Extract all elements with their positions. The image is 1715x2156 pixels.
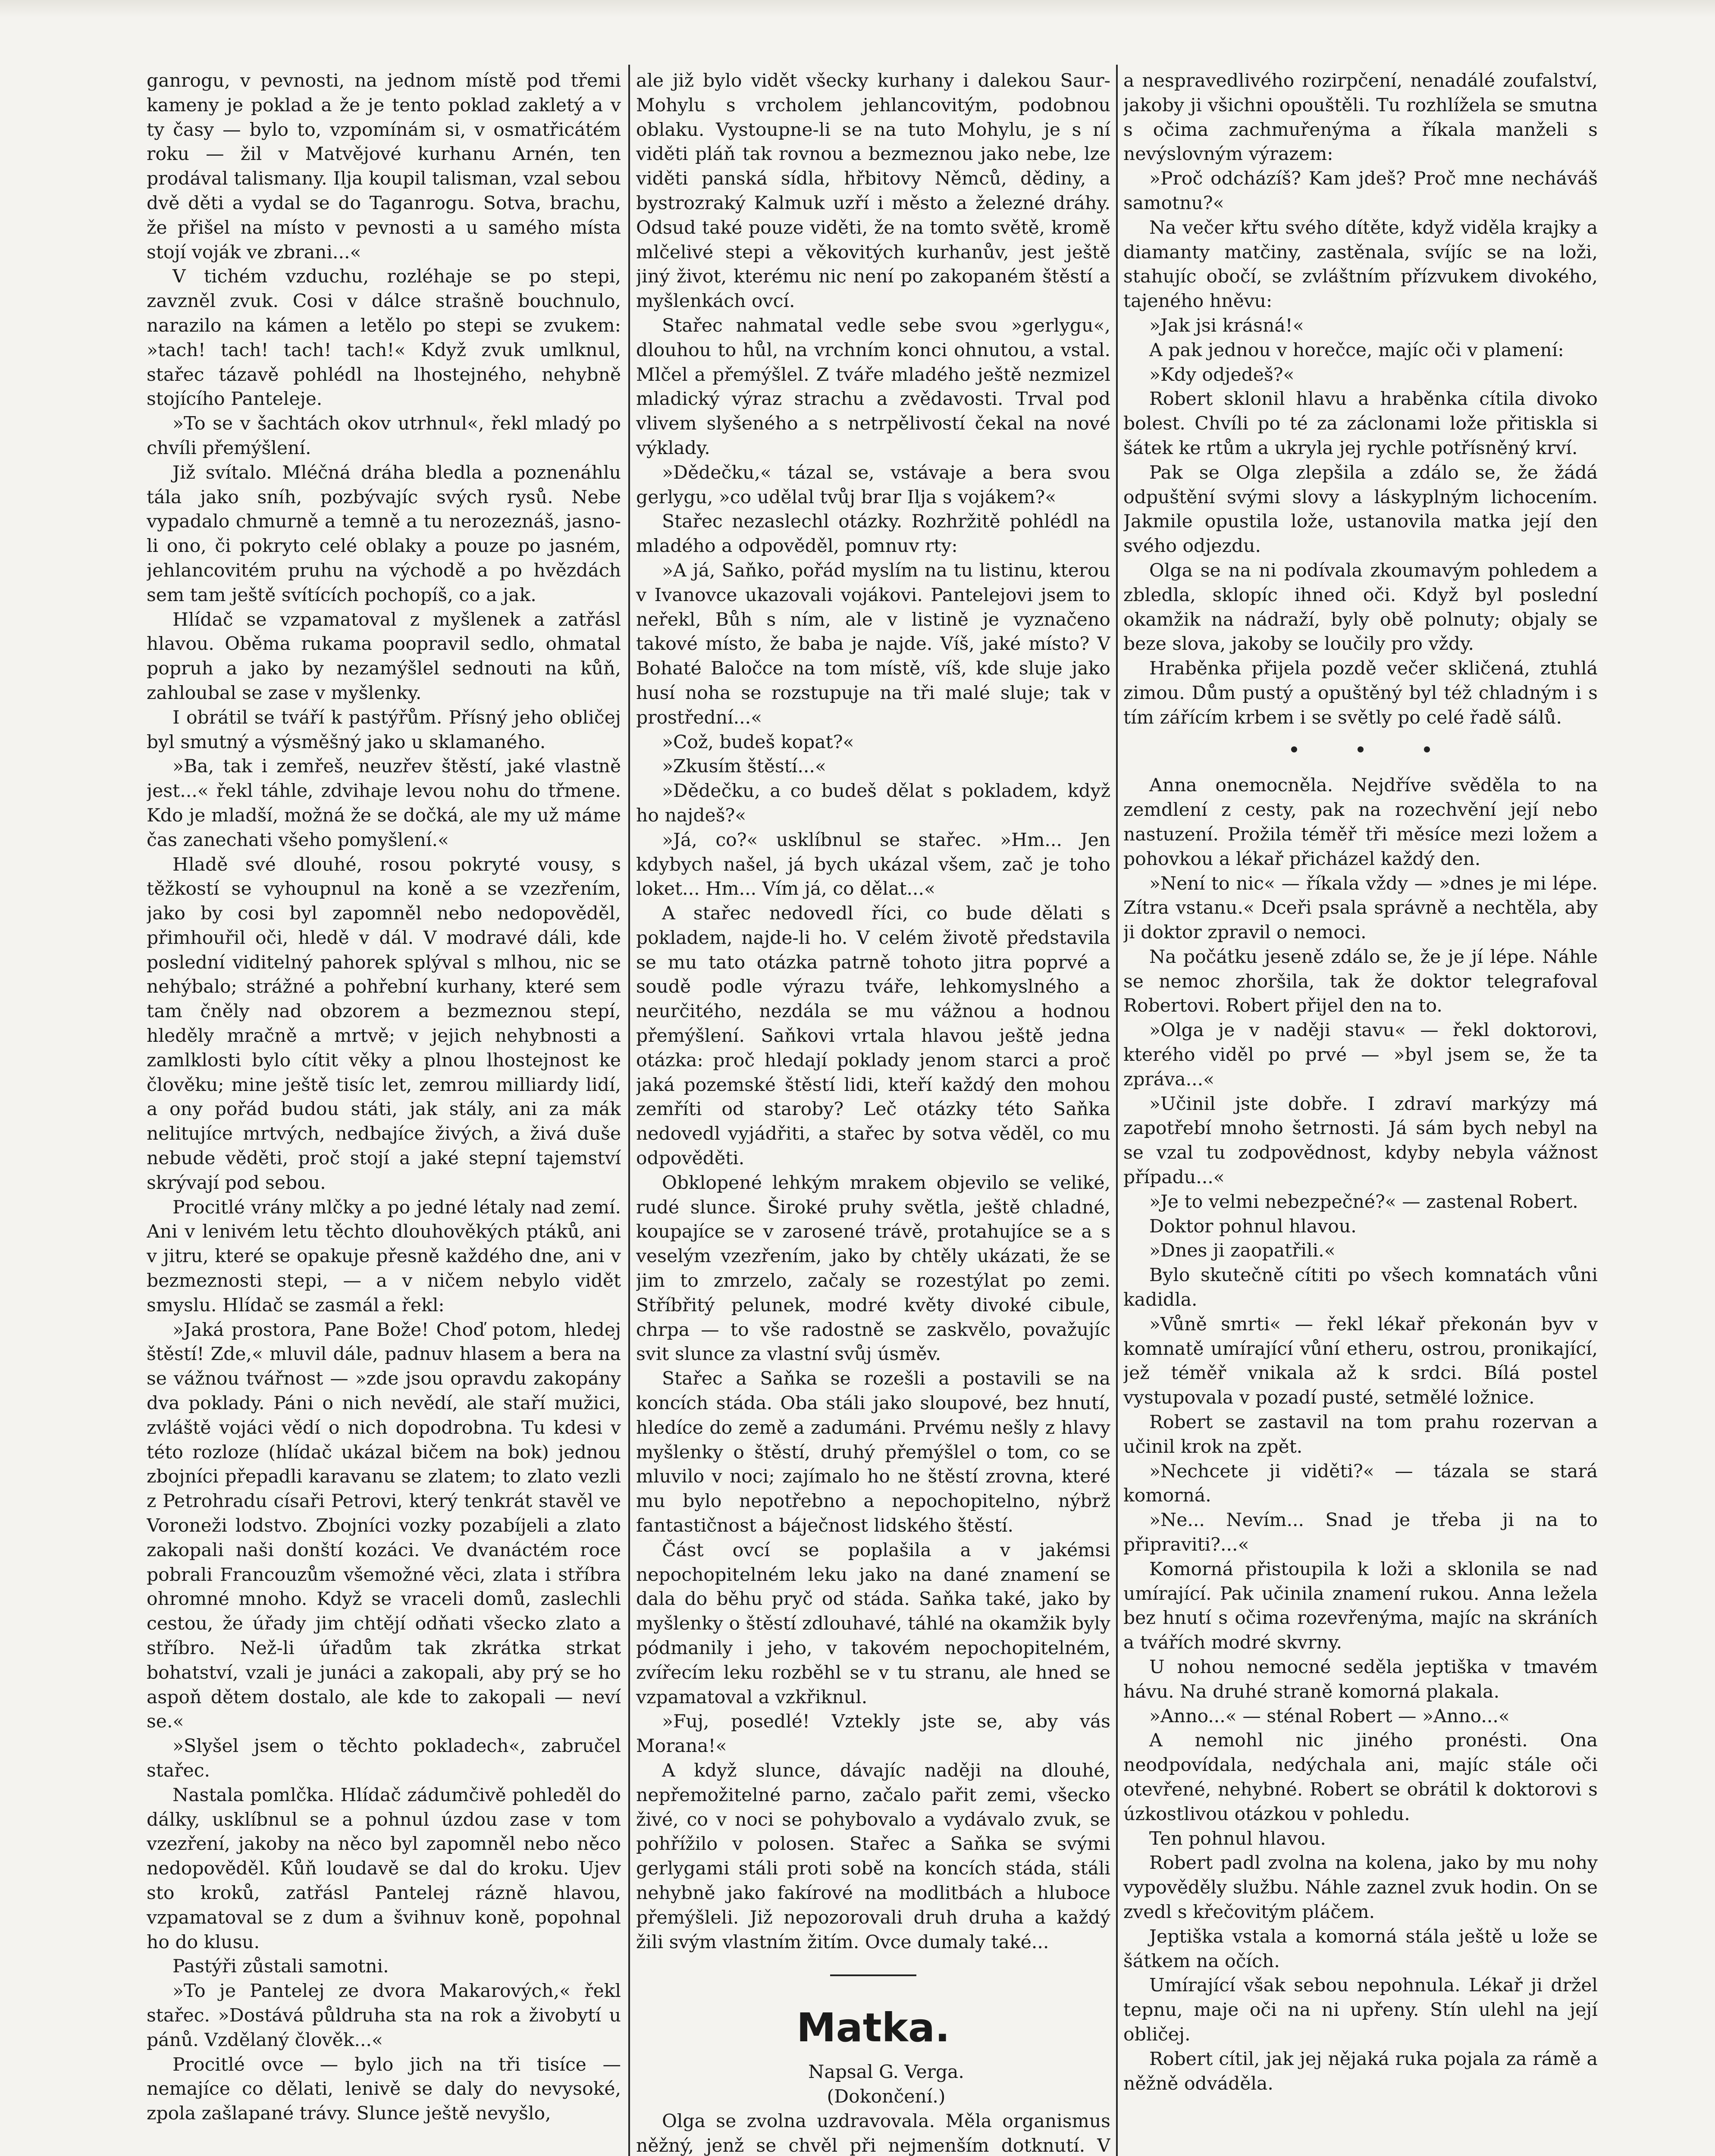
paragraph: Komorná přistoupila k loži a sklonila se nad umírající. Pak učinila znamení rukou. Anna ležela bez hnutí s očima rozevřenýma, majíc na skráních a tvářích modré skvrny. — [1123, 1558, 1598, 1654]
paragraph: Jeptiška vstala a komorná stála ještě u lože se šátkem na očích. — [1123, 1926, 1598, 1972]
paragraph: »Jaká prostora, Pane Bože! Choď potom, hledej štěstí! Zde,« mluvil dále, padnuv hlasem a bera na se vážnou tvářnost — »zde jsou opravdu zakopány dva poklady. Páni o nich nevědí, ale staří mužici, zvláště vojáci vědí o nich dopodrobna. Tu kdesi v této rozloze (hlídač ukázal bičem na bok) jednou zbojníci přepadli karavanu se zlatem; to zlato vezli z Petrohradu císaři Petrovi, který tenkrát stavěl ve Voroneži lodstvo. Zbojníci vozky pozabíjeli a zlato zakopali naši donští kozáci. Ve dvanáctém roce pobrali Francouzům všemožné věci, zlata i stříbra ohromné mnoho. Když se vraceli domů, zaslechli cestou, že úřady jim chtějí odňati všecko zlato a stříbro. Než-li úřadům tak zkrátka strkat bohatství, vzali je junáci a zakopali, aby prý se ho aspoň dětem dostalo, ale kde to zakopali — neví se.« — [147, 1319, 621, 1733]
paragraph: Robert sklonil hlavu a hraběnka cítila divoko bolest. Chvíli po té za záclonami lože přitiskla si šátek ke rtům a ukryla jej rychle potřísněný krví. — [1123, 389, 1598, 459]
paragraph: »Učinil jste dobře. I zdraví markýzy má zapotřebí mnoho šetrnosti. Já sám bych nebyl na se vzal tu zodpovědnost, kdyby nebyla vážnost případu...« — [1123, 1093, 1598, 1188]
paragraph: »Olga je v naději stavu« — řekl doktorovi, kterého viděl po prvé — »byl jsem se, že ta zpráva...« — [1123, 1020, 1598, 1090]
paragraph: Část ovcí se poplašila a v jakémsi nepochopitelném leku jako na dané znamení se dala do běhu pryč od stáda. Saňka také, jako by myšlenky o štěstí zdlouhavé, táhlé na okamžik byly pódmanily i jeho, v takovém nepochopitelném, zvířecím leku rozběhl se v tu stranu, ale hned se vzpamatoval a vzkřiknul. — [636, 1539, 1110, 1708]
paragraph: Robert se zastavil na tom prahu rozervan a učinil krok na zpět. — [1123, 1412, 1598, 1457]
paragraph: »Což, budeš kopat?« — [662, 731, 854, 753]
column-3 — [1123, 69, 1598, 2156]
paragraph: Procitlé ovce — bylo jich na tři tisíce — nemajíce co dělati, lenivě se daly do nevysoké, zpola zašlapané trávy. Slunce ještě nevyšlo, — [147, 2054, 621, 2125]
column-rule — [628, 65, 630, 2156]
paragraph: »Slyšel jsem o těchto pokladech«, zabručel stařec. — [147, 1736, 621, 1781]
column-1 — [147, 69, 621, 2156]
paragraph: »Jak jsi krásná!« — [1149, 315, 1304, 336]
paragraph: »Anno...« — sténal Robert — »Anno...« — [1149, 1705, 1510, 1727]
paragraph: A nemohl nic jiného pronésti. Ona neodpovídala, nedýchala ani, majíc stále oči otevřené, nehybné. Robert se obrátil k doktorovi s úzkostlivou otázkou v pohledu. — [1123, 1730, 1598, 1825]
paragraph: Robert padl zvolna na kolena, jako by mu nohy vypověděly službu. Náhle zaznel zvuk hodin. On se zvedl s křečovitým pláčem. — [1123, 1852, 1598, 1923]
paragraph: Pak se Olga zlepšila a zdálo se, že žádá odpuštění svými slovy a láskyplným lichocením. Jakmile opustila lože, ustanovila matka její den svého odjezdu. — [1123, 462, 1598, 557]
paragraph: Obklopené lehkým mrakem objevilo se veliké, rudé slunce. Široké pruhy světla, ještě chladné, koupajíce se v zarosené trávě, protahujíce se a s veselým vzezřením, jako by chtěly ukázati, že se jim to zmrzelo, začaly se rozestýlat po zemi. Stříbřitý pelunek, modré květy divoké cibule, chrpa — to vše radostně se zaskvělo, považujíc svit slunce za vlastní svůj úsměv. — [636, 1172, 1110, 1365]
paragraph: »Kdy odjedeš?« — [1149, 364, 1295, 385]
paragraph: V tichém vzduchu, rozléhaje se po stepi, zavzněl zvuk. Cosi v dálce strašně bouchnulo, narazilo na kámen a letělo po stepi se zvukem: »tach! tach! tach! tach!« Když zvuk umlknul, stařec tázavě pohlédl na lhostejného, nehybně stojícího Panteleje. — [147, 266, 621, 410]
column-rule — [1116, 65, 1118, 2156]
paragraph: ganrogu, v pevnosti, na jednom místě pod třemi kameny je poklad a že je tento poklad zakletý a v ty časy — bylo to, vzpomínám si, v osmatřicátém roku — žil v Matvějové kurhanu Arnén, ten prodával talismany. Ilja koupil talisman, vzal sebou dvě děti a vydal se do Taganrogu. Sotva, brachu, že přišel na místo v pevnosti a u samého místa stojí voják ve zbrani...« — [147, 70, 621, 263]
paragraph: Ten pohnul hlavou. — [1149, 1828, 1326, 1849]
section-separator — [636, 1962, 1110, 1987]
paragraph: Stařec a Saňka se rozešli a postavili se na koncích stáda. Oba stáli jako sloupové, bez hnutí, hledíce do země a zadumáni. Prvému nešly z hlavy myšlenky o štěstí, druhý přemýšlel o tom, co se mluvilo v noci; zajímalo ho ne štěstí zrovna, které mu bylo nepotřebno a nepochopitelno, nýbrž fantastičnost a báječnost lidského štěstí. — [636, 1368, 1110, 1537]
paragraph: »Fuj, posedlé! Vztekly jste se, aby vás Morana!« — [636, 1711, 1110, 1757]
story-byline: Napsal G. Verga. — [808, 2062, 964, 2083]
paragraph: »Proč odcházíš? Kam jdeš? Proč mne necháváš samotnu?« — [1123, 168, 1598, 214]
paragraph: Již svítalo. Mléčná dráha bledla a poznenáhlu tála jako sníh, pozbývajíc svých rysů. Nebe vypadalo chmurně a temně a tu nerozeznáš, jasno-li ono, či pokryto celé oblaky a pouze po jasném, jehlancovitém pruhu na východě a po hvězdách sem tam ještě svítících pochopíš, co a jak. — [147, 462, 621, 606]
paragraph: »A já, Saňko, pořád myslím na tu listinu, kterou v Ivanovce ukazovali vojákovi. Pantelejovi jsem to neřekl, Bůh s ním, ale v listině je vyznačeno takové místo, že baba je najde. Víš, jaké místo? V Bohaté Baločce na tom místě, víš, kde sluje jako husí noha se rozstupuje na tři malé sluje; tak v prostřední...« — [636, 560, 1110, 728]
paragraph: Olga se na ni podívala zkoumavým pohledem a zbledla, sklopíc ihned oči. Když byl poslední okamžik na nádraží, byly obě polnuty; objaly se beze slova, jakoby se loučily pro vždy. — [1123, 560, 1598, 655]
paragraph: U nohou nemocné seděla jeptiška v tmavém hávu. Na druhé straně komorná plakala. — [1123, 1657, 1598, 1702]
paragraph: Nastala pomlčka. Hlídač zádumčivě pohleděl do dálky, usklíbnul se a pohnul úzdou zase v tom vzezření, jakoby na něco byl zapomněl nebo něco nedopověděl. Kůň loudavě se dal do kroku. Ujev sto kroků, zatřásl Pantelej rázně hlavou, vzpamatoval se z dum a švihnuv koně, popohnal ho do klusu. — [147, 1784, 621, 1953]
paragraph: Pastýři zůstali samotni. — [172, 1956, 389, 1977]
paragraph: A stařec nedovedl říci, co bude dělati s pokladem, najde-li ho. V celém životě představila se mu tato otázka patrně tohoto jitra poprvé a soudě podle výrazu tváře, lehkomyslného a neurčitého, nezdála se mu vážnou a hodnou přemýšlení. Saňkovi vrtala hlavou ještě jedna otázka: proč hledají poklady jenom starci a proč jaká pozemské štěstí lidi, kteří každý den mohou zemříti od staroby? Leč otázky této Saňka nedovedl vyjádřiti, a stařec by sotva věděl, co mu odpověděti. — [636, 903, 1110, 1169]
paragraph: Anna onemocněla. Nejdříve svěděla to na zemdlení z cesty, pak na rozechvění její nebo nastuzení. Prožila téměř tři měsíce mezi ložem a pohovkou a lékař přicházel každý den. — [1123, 775, 1598, 870]
paragraph: Na počátku jeseně zdálo se, že je jí lépe. Náhle se nemoc zhoršila, tak že doktor telegrafoval Robertovi. Robert přijel den na to. — [1123, 946, 1598, 1017]
paragraph: a nespravedlivého rozirpčení, nenadálé zoufalství, jakoby ji všichni opouštěli. Tu rozhlížela se smutna s očima zachmuřenýma a říkala manželi s nevýslovným výrazem: — [1123, 70, 1598, 165]
story-subtitle: (Dokončení.) — [827, 2086, 946, 2107]
paragraph: »Je to velmi nebezpečné?« — zastenal Robert. — [1149, 1191, 1578, 1213]
paragraph: ale již bylo vidět všecky kurhany i dalekou Saur-Mohylu s vrcholem jehlancovitým, podobnou oblaku. Vystoupne-li se na tuto Mohylu, je s ní viděti pláň tak rovnou a bezmeznou jako nebe, lze viděti panská sídla, hřbitovy Němců, dědiny, a bystrozraký Kalmuk uzří i město a železné dráhy. Odsud také pouze viděti, že na tomto světě, kromě mlčelivé stepi a věkovitých kurhanův, jest ještě jiný život, kterému nic není po zakopaném štěstí a myšlenkách ovcí. — [636, 70, 1110, 312]
paragraph: Olga se zvolna uzdravovala. Měla organismus něžný, jenž se chvěl při nejmenším dotknutí. V — [636, 2110, 1110, 2156]
paragraph: A pak jednou v horečce, majíc oči v plamení: — [1149, 339, 1564, 361]
paragraph: »Není to nic« — říkala vždy — »dnes je mi lépe. Zítra vstanu.« Dceři psala správně a nechtěla, aby ji doktor zpravil o nemoci. — [1123, 873, 1598, 943]
paragraph: »Já, co?« usklíbnul se stařec. »Hm... Jen kdybych našel, já bych ukázal všem, zač je toho loket... Hm... Vím já, co dělat...« — [636, 829, 1110, 900]
paragraph: »To je Pantelej ze dvora Makarových,« řekl stařec. »Dostává půldruha sta na rok a živobytí u pánů. Vzdělaný člověk...« — [147, 1981, 621, 2051]
paragraph: »Dědečku,« tázal se, vstávaje a bera svou gerlygu, »co udělal tvůj brar Ilja s vojákem?« — [636, 462, 1110, 508]
paragraph: Robert cítil, jak jej nějaká ruka pojala za rámě a něžně odváděla. — [1123, 2048, 1598, 2094]
paragraph: »Dnes ji zaopatřili.« — [1149, 1240, 1336, 1262]
column-2 — [636, 69, 1110, 2156]
paragraph: »Ba, tak i zemřeš, neuzřev štěstí, jaké vlastně jest...« řekl táhle, zdvihaje levou nohu do třmene. Kdo je mladší, možná že se dočká, ale my už máme čas zanechati všeho pomyšlení.« — [147, 756, 621, 851]
paragraph: I obrátil se tváří k pastýřům. Přísný jeho obličej byl smutný a výsměšný jako u sklamaného. — [147, 707, 621, 753]
paragraph: »Dědečku, a co budeš dělat s pokladem, když ho najdeš?« — [636, 780, 1110, 826]
paragraph: Na večer křtu svého dítěte, když viděla krajky a diamanty matčiny, zastěnala, svíjíc se na loži, stahujíc obočí, se zvláštním přízvukem divokého, tajeného hněvu: — [1123, 217, 1598, 312]
paragraph: Stařec nezaslechl otázky. Rozhržitě pohlédl na mladého a odpověděl, pomnuv rty: — [636, 511, 1110, 557]
paragraph: Hraběnka přijela pozdě večer skličená, ztuhlá zimou. Dům pustý a opuštěný byl též chladným i s tím zářícím krbem i se světly po celé řadě sálů. — [1123, 658, 1598, 728]
paragraph: »Ne... Nevím... Snad je třeba ji na to připraviti?...« — [1123, 1510, 1598, 1556]
paragraph: Procitlé vrány mlčky a po jedné létaly nad zemí. Ani v lenivém letu těchto dlouhověkých ptáků, ani v jitru, které se opakuje přesně každého dne, ani v bezmeznosti stepi, — a v ničem nebylo vidět smyslu. Hlídač se zasmál a řekl: — [147, 1197, 621, 1316]
page-edge — [0, 0, 1715, 17]
paragraph: Doktor pohnul hlavou. — [1149, 1216, 1357, 1237]
paragraph: Stařec nahmatal vedle sebe svou »gerlygu«, dlouhou to hůl, na vrchním konci ohnutou, a vstal. Mlčel a přemýšlel. Z tváře mladého ještě nezmizel mladický výraz strachu a zvědavosti. Trval pod vlivem slyšeného a s netrpělivostí čekal na nové výklady. — [636, 315, 1110, 459]
paragraph: »Nechcete ji viděti?« — tázala se stará komorná. — [1123, 1460, 1598, 1507]
paragraph: A když slunce, dávajíc naději na dlouhé, nepřemožitelné parno, začalo pařit zemi, všecko živé, co v noci se pohybovalo a vydávalo zvuk, se pohřížilo v polosen. Stařec a Saňka se svými gerlygami stáli proti sobě na koncích stáda, stáli nehybně jako fakírové na modlitbách a hluboce přemýšleli. Již nepozorovali druh druha a každý žili svým vlastním žitím. Ovce dumaly také... — [636, 1760, 1110, 1953]
story-title: Matka. — [796, 2005, 950, 2051]
paragraph: »To se v šachtách okov utrhnul«, řekl mladý po chvíli přemýšlení. — [147, 413, 621, 459]
paragraph: Hlídač se vzpamatoval z myšlenek a zatřásl hlavou. Oběma rukama poopravil sedlo, ohmatal popruh a jako by nezamýšlel sednouti na kůň, zahloubal se zase v myšlenky. — [147, 609, 621, 704]
paragraph: Umírající však sebou nepohnula. Lékař ji držel tepnu, maje oči na ni upřeny. Stín ulehl na její obličej. — [1123, 1975, 1598, 2045]
paragraph: Hladě své dlouhé, rosou pokryté vousy, s těžkostí se vyhoupnul na koně a se vzezřením, jako by cosi byl zapomněl nebo nedopověděl, přimhouřil oči, hledě v dál. V modravé dáli, kde poslední viditelný pahorek splýval s mlhou, nic se nehýbalo; strážné a pohřební kurhany, které sem tam čněly nad obzorem a bezmeznou stepí, hleděly mračně a mrtvě; v jejich nehybnosti a zamlklosti bylo cítit věky a plnou lhostejnost ke člověku; mine ještě tisíc let, zemrou milliardy lidí, a ony pořád budou státi, jak stály, ani za mák nelitujíce mrtvých, nedbajíce živých, a živá duše nebude věděti, proč stojí a jaké stepní tajemství skrývají pod sebou. — [147, 854, 621, 1194]
paragraph: »Vůně smrti« — řekl lékař překonán byv v komnatě umírající vůní etheru, ostrou, pronikající, jež téměř vnikala až k srdci. Bílá postel vystupovala v pozadí pusté, setmělé ložnice. — [1123, 1313, 1598, 1409]
paragraph: Bylo skutečně cítiti po všech komnatách vůni kadidla. — [1123, 1265, 1598, 1311]
paragraph: »Zkusím štěstí...« — [662, 756, 826, 777]
section-break-dots — [1123, 736, 1598, 761]
